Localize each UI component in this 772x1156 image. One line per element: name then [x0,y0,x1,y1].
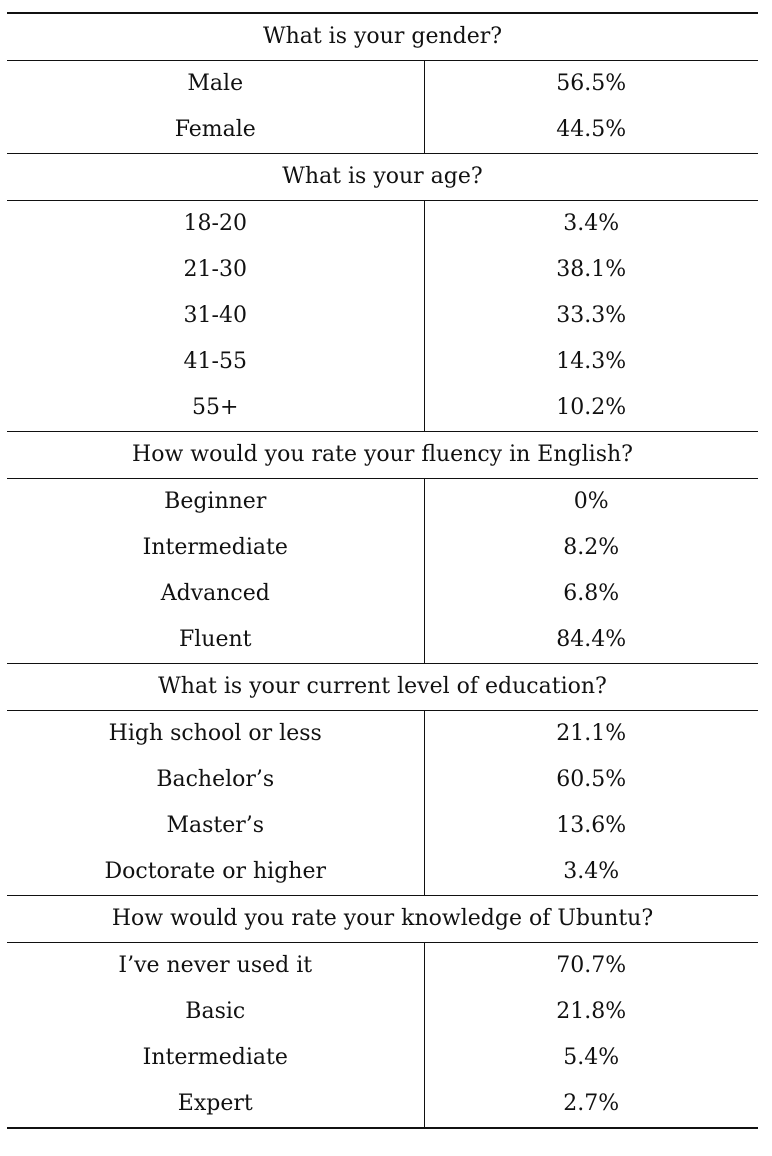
answer-percentage: 14.3% [556,349,627,374]
answer-percentage: 6.8% [563,581,620,606]
answer-label: Female [7,107,424,154]
answer-label: Advanced [7,571,424,617]
question-row [7,664,758,711]
answer-label: Doctorate or higher [7,849,424,896]
section-english-fluency [7,432,758,664]
answer-row [7,1035,758,1081]
answer-percentage: 10.2% [424,385,758,432]
answer-row [7,617,758,664]
answer-percentage: 21.1% [556,721,627,746]
survey-results-table-container [7,12,758,1129]
answer-percentage: 38.1% [556,257,627,282]
answer-label: 18-20 [7,201,424,248]
answer-percentage: 60.5% [556,767,627,792]
answer-percentage: 21.8% [556,999,627,1024]
question-text: What is your current level of education? [7,664,758,711]
answer-percentage: 2.7% [563,1091,620,1116]
answer-label: Bachelor’s [7,757,424,803]
answer-percentage: 70.7% [556,953,627,978]
question-text: How would you rate your knowledge of Ubuntu? [7,896,758,943]
answer-row [7,1081,758,1128]
answer-row [7,201,758,248]
section-gender [7,13,758,154]
question-row [7,432,758,479]
answer-row [7,943,758,990]
answer-percentage: 0% [573,489,609,514]
answer-label: Basic [7,989,424,1035]
answer-label: I’ve never used it [7,943,424,990]
question-row [7,13,758,61]
answer-row [7,757,758,803]
answer-label: Intermediate [7,1035,424,1081]
answer-row [7,339,758,385]
answer-label: Intermediate [7,525,424,571]
answer-percentage: 8.2% [563,535,620,560]
answer-percentage: 44.5% [424,107,758,154]
answer-row [7,247,758,293]
answer-row [7,479,758,526]
answer-label: Expert [7,1081,424,1128]
answer-row [7,61,758,108]
answer-label: 21-30 [7,247,424,293]
answer-percentage: 56.5% [556,71,627,96]
question-row [7,896,758,943]
answer-percentage: 13.6% [556,813,627,838]
question-text: What is your age? [7,154,758,201]
answer-label: Beginner [7,479,424,526]
answer-row [7,293,758,339]
survey-results-table [7,12,758,1129]
question-text: What is your gender? [7,13,758,61]
answer-label: 31-40 [7,293,424,339]
answer-percentage: 5.4% [563,1045,620,1070]
answer-row [7,803,758,849]
answer-percentage: 33.3% [556,303,627,328]
answer-row [7,525,758,571]
answer-row [7,989,758,1035]
answer-label: Master’s [7,803,424,849]
answer-percentage: 84.4% [424,617,758,664]
answer-percentage: 3.4% [563,211,620,236]
answer-label: High school or less [7,711,424,758]
answer-label: Fluent [7,617,424,664]
question-row [7,154,758,201]
answer-label: Male [7,61,424,108]
answer-row [7,849,758,896]
answer-row [7,571,758,617]
answer-row [7,107,758,154]
section-education [7,664,758,896]
answer-row [7,711,758,758]
answer-label: 55+ [7,385,424,432]
question-text: How would you rate your fluency in English? [7,432,758,479]
section-ubuntu-knowledge [7,896,758,1129]
section-age [7,154,758,432]
answer-label: 41-55 [7,339,424,385]
answer-row [7,385,758,432]
answer-percentage: 3.4% [424,849,758,896]
